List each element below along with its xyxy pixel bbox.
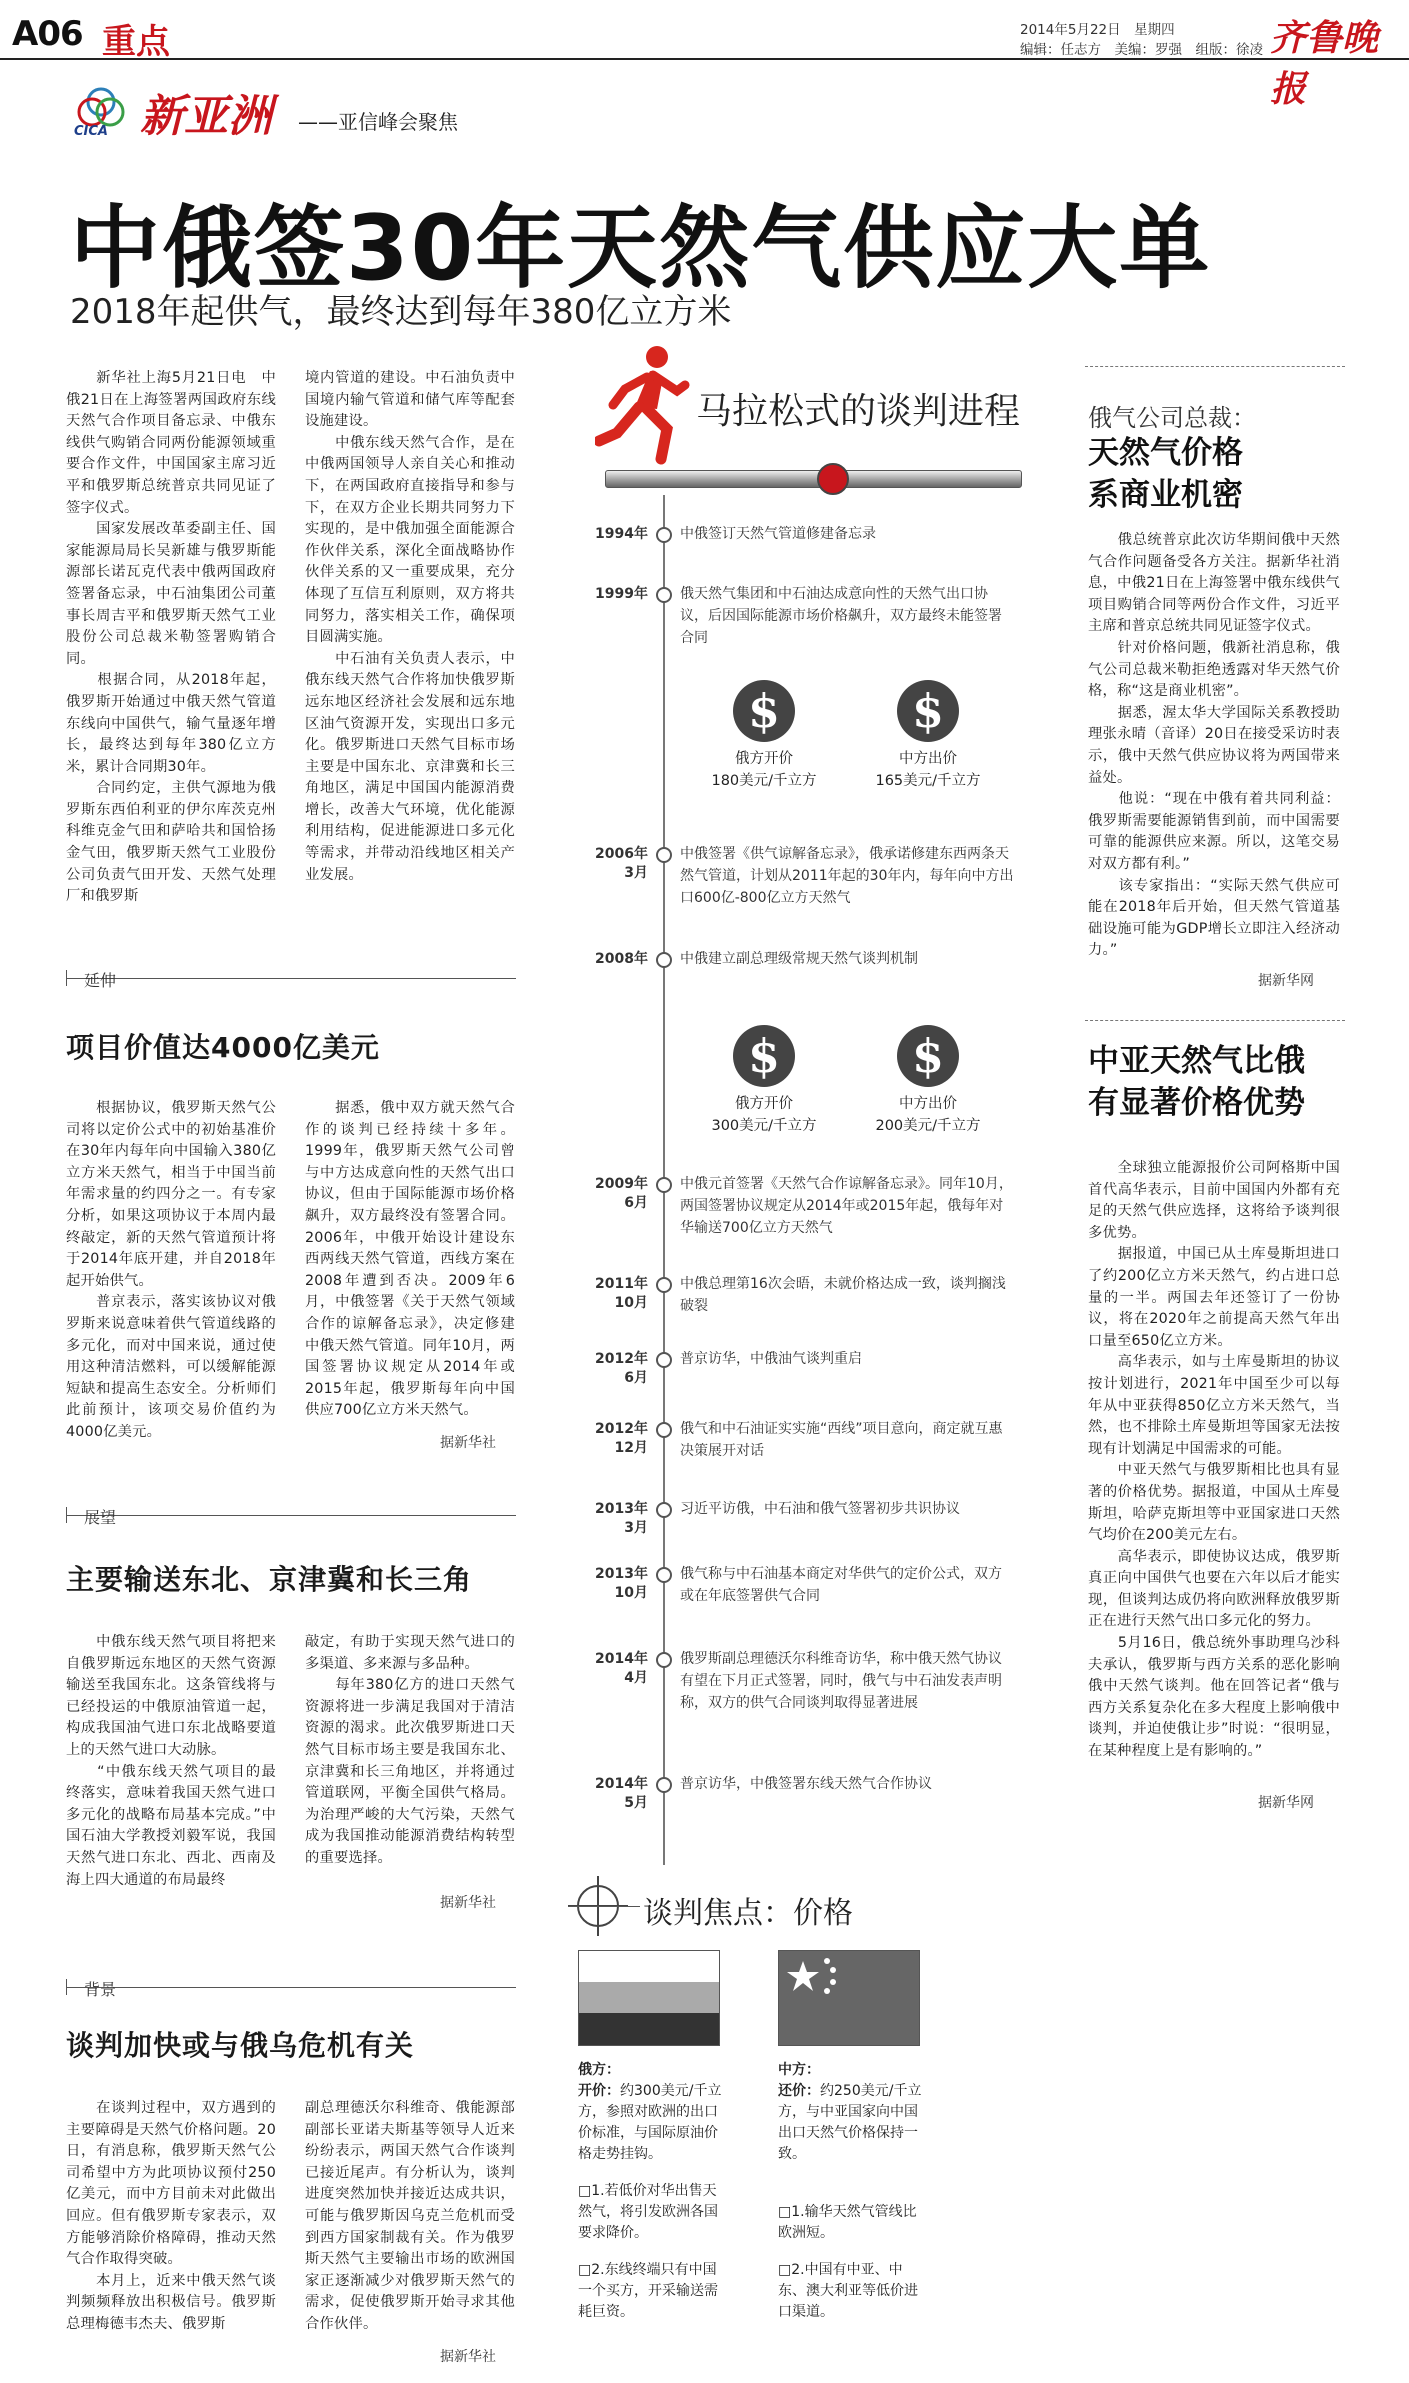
timeline-event-text: 中俄签订天然气管道修建备忘录 bbox=[680, 526, 876, 542]
outlook-label: 展望 bbox=[84, 1508, 117, 1527]
timeline-date: 2006年 3月 bbox=[595, 846, 648, 881]
russia-offer-2: 俄方开价 300美元/千立方 bbox=[711, 1096, 817, 1134]
timeline-date: 2008年 bbox=[595, 951, 648, 967]
focus-title: 谈判焦点：价格 bbox=[643, 1896, 853, 1931]
timeline-dot bbox=[656, 587, 672, 603]
china-price-label: 还价： bbox=[778, 2083, 820, 2099]
russia-flag bbox=[578, 1950, 720, 2046]
russia-point-2: □2.东线终端只有中国一个买方，开采输送需耗巨资。 bbox=[578, 2262, 718, 2320]
russia-offer-1: 俄方开价 180美元/千立方 bbox=[711, 751, 817, 789]
china-flag-stars-icon bbox=[779, 1951, 919, 2045]
timeline-dot bbox=[656, 1422, 672, 1438]
side1-rule bbox=[1085, 366, 1345, 367]
background-col2: 副总理德沃尔科维奇、俄能源部副部长亚诺夫斯基等领导人近来纷纷表示，两国天然气合作谈判已接近尾声。有分析认为，谈判进度突然加快并接近达成共识，可能与俄罗斯因乌克兰危机而受到西方国家制裁有关。作为俄罗斯天然气主要输出市场的欧洲国家正逐渐减少对俄罗斯天然气的需求，促使俄罗斯开始寻求其他合作伙伴。 bbox=[305, 2100, 515, 2332]
outlook-col1: 中俄东线天然气项目将把来自俄罗斯远东地区的天然气资源输送至我国东北。这条管线将与已经投运的中俄原油管道一起，构成我国油气进口东北战略要道上的天然气进口大动脉。 “中俄东线天然气项目的最终落实，意味着我国天然气进口多元化的战略布局基本完成。”中国石油大学教授刘毅军说，我国天然气进口东北、西北、西南及海上四大通道的布局最终 bbox=[66, 1634, 276, 1888]
timeline-event-text: 习近平访俄，中石油和俄气签署初步共识协议 bbox=[680, 1501, 960, 1517]
extension-label: 延伸 bbox=[84, 971, 117, 990]
timeline-event-text: 普京访华，中俄签署东线天然气合作协议 bbox=[680, 1776, 932, 1792]
timeline-dot bbox=[656, 952, 672, 968]
timeline-event-text: 普京访华，中俄油气谈判重启 bbox=[680, 1351, 862, 1367]
cica-text: CICA bbox=[74, 124, 108, 139]
extension-tick bbox=[66, 970, 67, 986]
russia-price-text: 约300美元/千立方，参照对欧洲的出口价标准，与国际原油价格走势挂钩。 bbox=[578, 2083, 722, 2162]
side1-title: 天然气价格 系商业机密 bbox=[1088, 435, 1243, 513]
side2-text: 全球独立能源报价公司阿格斯中国首代高华表示，目前中国国内外都有充足的天然气供应选择，这将给予谈判很多优势。 据报道，中国已从土库曼斯坦进口了约200亿立方米天然气，约占进口总量的一半。两国去年还签订了一份协议，将在2020年之前提高天然气年出口量至650亿立方米。 高华表示，如与土库曼斯坦的协议按计划进行，2021年中国至少可以每年从中亚获得850亿立方米天然气，当然，也不排除土库曼斯坦等国家无法按现有计划满足中国需求的可能。 中亚天然气与俄罗斯相比也具有显著的价格优势。据报道，中国从土库曼斯坦，哈萨克斯坦等中亚国家进口天然气均价在200美元左右。 高华表示，即使协议达成，俄罗斯真正向中国供气也要在六年以后才能实现，但谈判达成仍将向欧洲释放俄罗斯正在进行天然气出口多元化的努力。 5月16日，俄总统外事助理乌沙科夫承认，俄罗斯与西方关系的恶化影响俄中天然气谈判。他在回答记者“俄与西方关系复杂化在多大程度上影响俄中谈判，并迫使俄让步”时说：“很明显，在某种程度上是有影响的。” bbox=[1088, 1160, 1340, 1760]
subheadline: 2018年起供气，最终达到每年380亿立方米 bbox=[70, 292, 732, 332]
timeline-event-text: 俄气和中石油证实实施“西线”项目意向，商定就互惠决策展开对话 bbox=[680, 1421, 1003, 1459]
china-point-2: □2.中国有中亚、中东、澳大利亚等低价进口渠道。 bbox=[778, 2262, 918, 2320]
pipeline-valve-icon bbox=[817, 463, 849, 495]
timeline-date: 2014年 4月 bbox=[595, 1651, 648, 1686]
lead-col2: 境内管道的建设。中石油负责中国境内输气管道和储气库等配套设施建设。 中俄东线天然气合作，是在中俄两国领导人亲自关心和推动下，在两国政府直接指导和参与下，在双方企业长期共同努力下实现的，是中俄加强全面能源合作伙伴关系，深化全面战略协作伙伴关系的又一重要成果，充分体现了互信互利原则，双方将共同努力，落实相关工作，确保项目圆满实施。 中石油有关负责人表示，中俄东线天然气合作将加快俄罗斯远东地区经济社会发展和远东地区油气资源开发，实现出口多元化。俄罗斯进口天然气目标市场主要是中国东北、京津冀和长三角地区，满足中国国内能源消费增长，改善大气环境，优化能源利用结构，促进能源进口多元化等需求，并带动沿线地区相关产业发展。 bbox=[305, 370, 515, 883]
china-offer-2: 中方出价 200美元/千立方 bbox=[875, 1096, 981, 1134]
russia-head: 俄方： bbox=[578, 2062, 620, 2078]
russia-offer-1-dollar-icon: $ bbox=[733, 680, 795, 742]
series-logo bbox=[70, 78, 132, 140]
timeline-date: 2012年 6月 bbox=[595, 1351, 648, 1386]
timeline-dot bbox=[656, 1567, 672, 1583]
outlook-credit: 据新华社 bbox=[440, 1895, 496, 1911]
china-offer-2-dollar-icon: $ bbox=[897, 1025, 959, 1087]
background-tick bbox=[66, 1979, 67, 1995]
timeline-dot bbox=[656, 1777, 672, 1793]
header-rule bbox=[0, 58, 1409, 60]
china-head: 中方： bbox=[778, 2062, 820, 2078]
extension-col1: 根据协议，俄罗斯天然气公司将以定价公式中的初始基准价在30年内每年向中国输入380亿立方米天然气，相当于中国当前年需求量的约四分之一。有专家分析，如果这项协议于本周内最终敲定，新的天然气管道预计将于2014年底开建，并自2018年起开始供气。 普京表示，落实该协议对俄罗斯来说意味着供气管道线路的多元化，而对中国来说，通过使用这种清洁燃料，可以缓解能源短缺和提高生态安全。分析师们此前预计，该项交易价值约为4000亿美元。 bbox=[66, 1100, 276, 1440]
side2-title: 中亚天然气比俄 有显著价格优势 bbox=[1088, 1043, 1305, 1121]
timeline-date: 2013年 3月 bbox=[595, 1501, 648, 1536]
china-flag bbox=[778, 1950, 920, 2046]
section-name: 重点 bbox=[102, 22, 170, 62]
side1-kicker: 俄气公司总裁： bbox=[1088, 404, 1256, 432]
russia-price-label: 开价： bbox=[578, 2083, 620, 2099]
timeline-dot bbox=[656, 527, 672, 543]
russia-offer-2-dollar-icon: $ bbox=[733, 1025, 795, 1087]
timeline-date: 1994年 bbox=[595, 526, 648, 542]
china-position bbox=[778, 2060, 928, 2323]
crosshair-icon bbox=[568, 1876, 628, 1940]
timeline-event-text: 中俄元首签署《天然气合作谅解备忘录》。同年10月，两国签署协议规定从2014年或2015年起，俄每年对华输送700亿立方天然气 bbox=[680, 1176, 1013, 1236]
issue-date bbox=[1020, 18, 1175, 38]
lead-col1: 新华社上海5月21日电 中俄21日在上海签署两国政府东线天然气合作项目备忘录、中俄东线供气购销合同两份能源领域重要合作文件，中国国家主席习近平和俄罗斯总统普京共同见证了签字仪式。 国家发展改革委副主任、国家能源局局长吴新雄与俄罗斯能源部长诺瓦克代表中俄两国政府签署备忘录，中石油集团公司董事长周吉平和俄罗斯天然气工业股份公司总裁米勒签署购销合同。 根据合同，从2018年起，俄罗斯开始通过中俄天然气管道东线向中国供气，输气量逐年增长，最终达到每年380亿立方米，累计合同期30年。 合同约定，主供气源地为俄罗斯东西伯利亚的伊尔库茨克州科维克金气田和萨哈共和国恰扬金气田，俄罗斯天然气工业股份公司负责气田开发、天然气处理厂和俄罗斯 bbox=[66, 370, 276, 905]
timeline-event-text: 中俄建立副总理级常规天然气谈判机制 bbox=[680, 951, 918, 967]
background-label: 背景 bbox=[84, 1980, 117, 1999]
date-text: 2014年5月22日 bbox=[1020, 22, 1121, 38]
side1-credit: 据新华网 bbox=[1258, 973, 1314, 989]
staff-credits: 编辑：任志方 美编：罗强 组版：徐凌 bbox=[1020, 42, 1263, 58]
china-offer-1: 中方出价 165美元/千立方 bbox=[875, 751, 981, 789]
series-title: 新亚洲 bbox=[140, 91, 272, 142]
background-title: 谈判加快或与俄乌危机有关 bbox=[66, 2029, 415, 2062]
timeline-dot bbox=[656, 1502, 672, 1518]
timeline-date: 2011年 10月 bbox=[595, 1276, 648, 1311]
runner-icon bbox=[595, 345, 695, 474]
timeline-date: 2012年 12月 bbox=[595, 1421, 648, 1456]
russia-price bbox=[578, 2081, 728, 2165]
china-point-1: □1.输华天然气管线比欧洲短。 bbox=[778, 2204, 917, 2241]
timeline-event-text: 俄天然气集团和中石油达成意向性的天然气出口协议，后因国际能源市场价格飙升，双方最终未能签署合同 bbox=[680, 586, 1002, 646]
outlook-title: 主要输送东北、京津冀和长三角 bbox=[66, 1563, 473, 1596]
timeline-date: 2009年 6月 bbox=[595, 1176, 648, 1211]
timeline-event-text: 中俄总理第16次会晤，未就价格达成一致，谈判搁浅破裂 bbox=[680, 1276, 1006, 1314]
timeline-date: 1999年 bbox=[595, 586, 648, 602]
weekday-text: 星期四 bbox=[1134, 22, 1175, 38]
outlook-rule bbox=[66, 1515, 516, 1516]
background-rule bbox=[66, 1987, 516, 1988]
timeline-date: 2013年 10月 bbox=[595, 1566, 648, 1601]
extension-col2: 据悉，俄中双方就天然气合作的谈判已经持续十多年。1999年，俄罗斯天然气公司曾与中方达成意向性的天然气出口协议，但由于国际能源市场价格飙升，双方最终没有签署合同。2006年，中俄开始设计建设东西两线天然气管道，西线方案在2008年遭到否决。2009年6月，中俄签署《关于天然气领域合作的谅解备忘录》，决定修建中俄天然气管道。同年10月，两国签署协议规定从2014年或2015年起，俄罗斯每年向中国供应700亿立方米天然气。 bbox=[305, 1100, 515, 1419]
china-offer-1-dollar-icon: $ bbox=[897, 680, 959, 742]
extension-rule bbox=[66, 978, 516, 979]
background-credit: 据新华社 bbox=[440, 2349, 496, 2365]
timeline-dot bbox=[656, 1277, 672, 1293]
extension-credit: 据新华社 bbox=[440, 1435, 496, 1451]
extension-title: 项目价值达4000亿美元 bbox=[66, 1031, 380, 1064]
timeline-event-text: 俄气称与中石油基本商定对华供气的定价公式，双方或在年底签署供气合同 bbox=[680, 1566, 1002, 1604]
side2-credit: 据新华网 bbox=[1258, 1795, 1314, 1811]
timeline-dot bbox=[656, 847, 672, 863]
focus-rule bbox=[568, 1906, 640, 1907]
russia-position bbox=[578, 2060, 728, 2323]
china-price-text: 约250美元/千立方，与中亚国家向中国出口天然气价格保持一致。 bbox=[778, 2083, 922, 2162]
side1-text: 俄总统普京此次访华期间俄中天然气合作问题备受各方关注。据新华社消息，中俄21日在上海签署中俄东线供气项目购销合同等两份合作文件，习近平主席和普京总统共同见证签字仪式。 针对价格问题，俄新社消息称，俄气公司总裁米勒拒绝透露对华天然气价格，称“这是商业机密”。 据悉，渥太华大学国际关系教授助理张永晴（音译）20日在接受采访时表示，俄中天然气供应协议将为两国带来益处。 他说：“现在中俄有着共同利益：俄罗斯需要能源销售到前，而中国需要可靠的能源供应来源。所以，这笔交易对双方都有利。” 该专家指出：“实际天然气供应可能在2018年后开始，但天然气管道基础设施可能为GDP增长立即注入经济动力。” bbox=[1088, 532, 1340, 959]
series-subtitle: ——亚信峰会聚焦 bbox=[298, 110, 458, 134]
timeline-dot bbox=[656, 1352, 672, 1368]
outlook-tick bbox=[66, 1507, 67, 1523]
timeline-event-text: 中俄签署《供气谅解备忘录》，俄承诺修建东西两条天然气管道，计划从2011年起的30年内，每年向中方出口600亿-800亿立方天然气 bbox=[680, 846, 1014, 906]
page-code: A06 bbox=[12, 14, 83, 54]
background-col1: 在谈判过程中，双方遇到的主要障碍是天然气价格问题。20日，有消息称，俄罗斯天然气公司希望中方为此项协议预付250亿美元，而中方目前未对此做出回应。但有俄罗斯专家表示，双方能够消除价格障碍，推动天然气合作取得突破。 本月上，近来中俄天然气谈判频频释放出积极信号。俄罗斯总理梅德韦杰夫、俄罗斯 bbox=[66, 2100, 276, 2332]
timeline-title: 马拉松式的谈判进程 bbox=[696, 391, 1021, 432]
masthead: 齐鲁晚报 bbox=[1270, 17, 1379, 110]
outlook-col2: 敲定，有助于实现天然气进口的多渠道、多来源与多品种。 每年380亿方的进口天然气资源将进一步满足我国对于清洁资源的渴求。此次俄罗斯进口天然气目标市场主要是我国东北、京津冀和长三角地区，并将通过管道联网，平衡全国供气格局。为治理严峻的大气污染，天然气成为我国推动能源消费结构转型的重要选择。 bbox=[305, 1634, 515, 1866]
timeline-event-text: 俄罗斯副总理德沃尔科维奇访华，称中俄天然气协议有望在下月正式签署，同时，俄气与中石油发表声明称，双方的供气合同谈判取得显著进展 bbox=[680, 1651, 1002, 1711]
side2-rule bbox=[1085, 1020, 1345, 1021]
russia-point-1: □1.若低价对华出售天然气，将引发欧洲各国要求降价。 bbox=[578, 2183, 718, 2241]
china-price bbox=[778, 2081, 928, 2165]
timeline-dot bbox=[656, 1652, 672, 1668]
pipeline-bar bbox=[605, 470, 1022, 488]
timeline-dot bbox=[656, 1177, 672, 1193]
headline: 中俄签30年天然气供应大单 bbox=[70, 196, 1212, 301]
timeline-date: 2014年 5月 bbox=[595, 1776, 648, 1811]
